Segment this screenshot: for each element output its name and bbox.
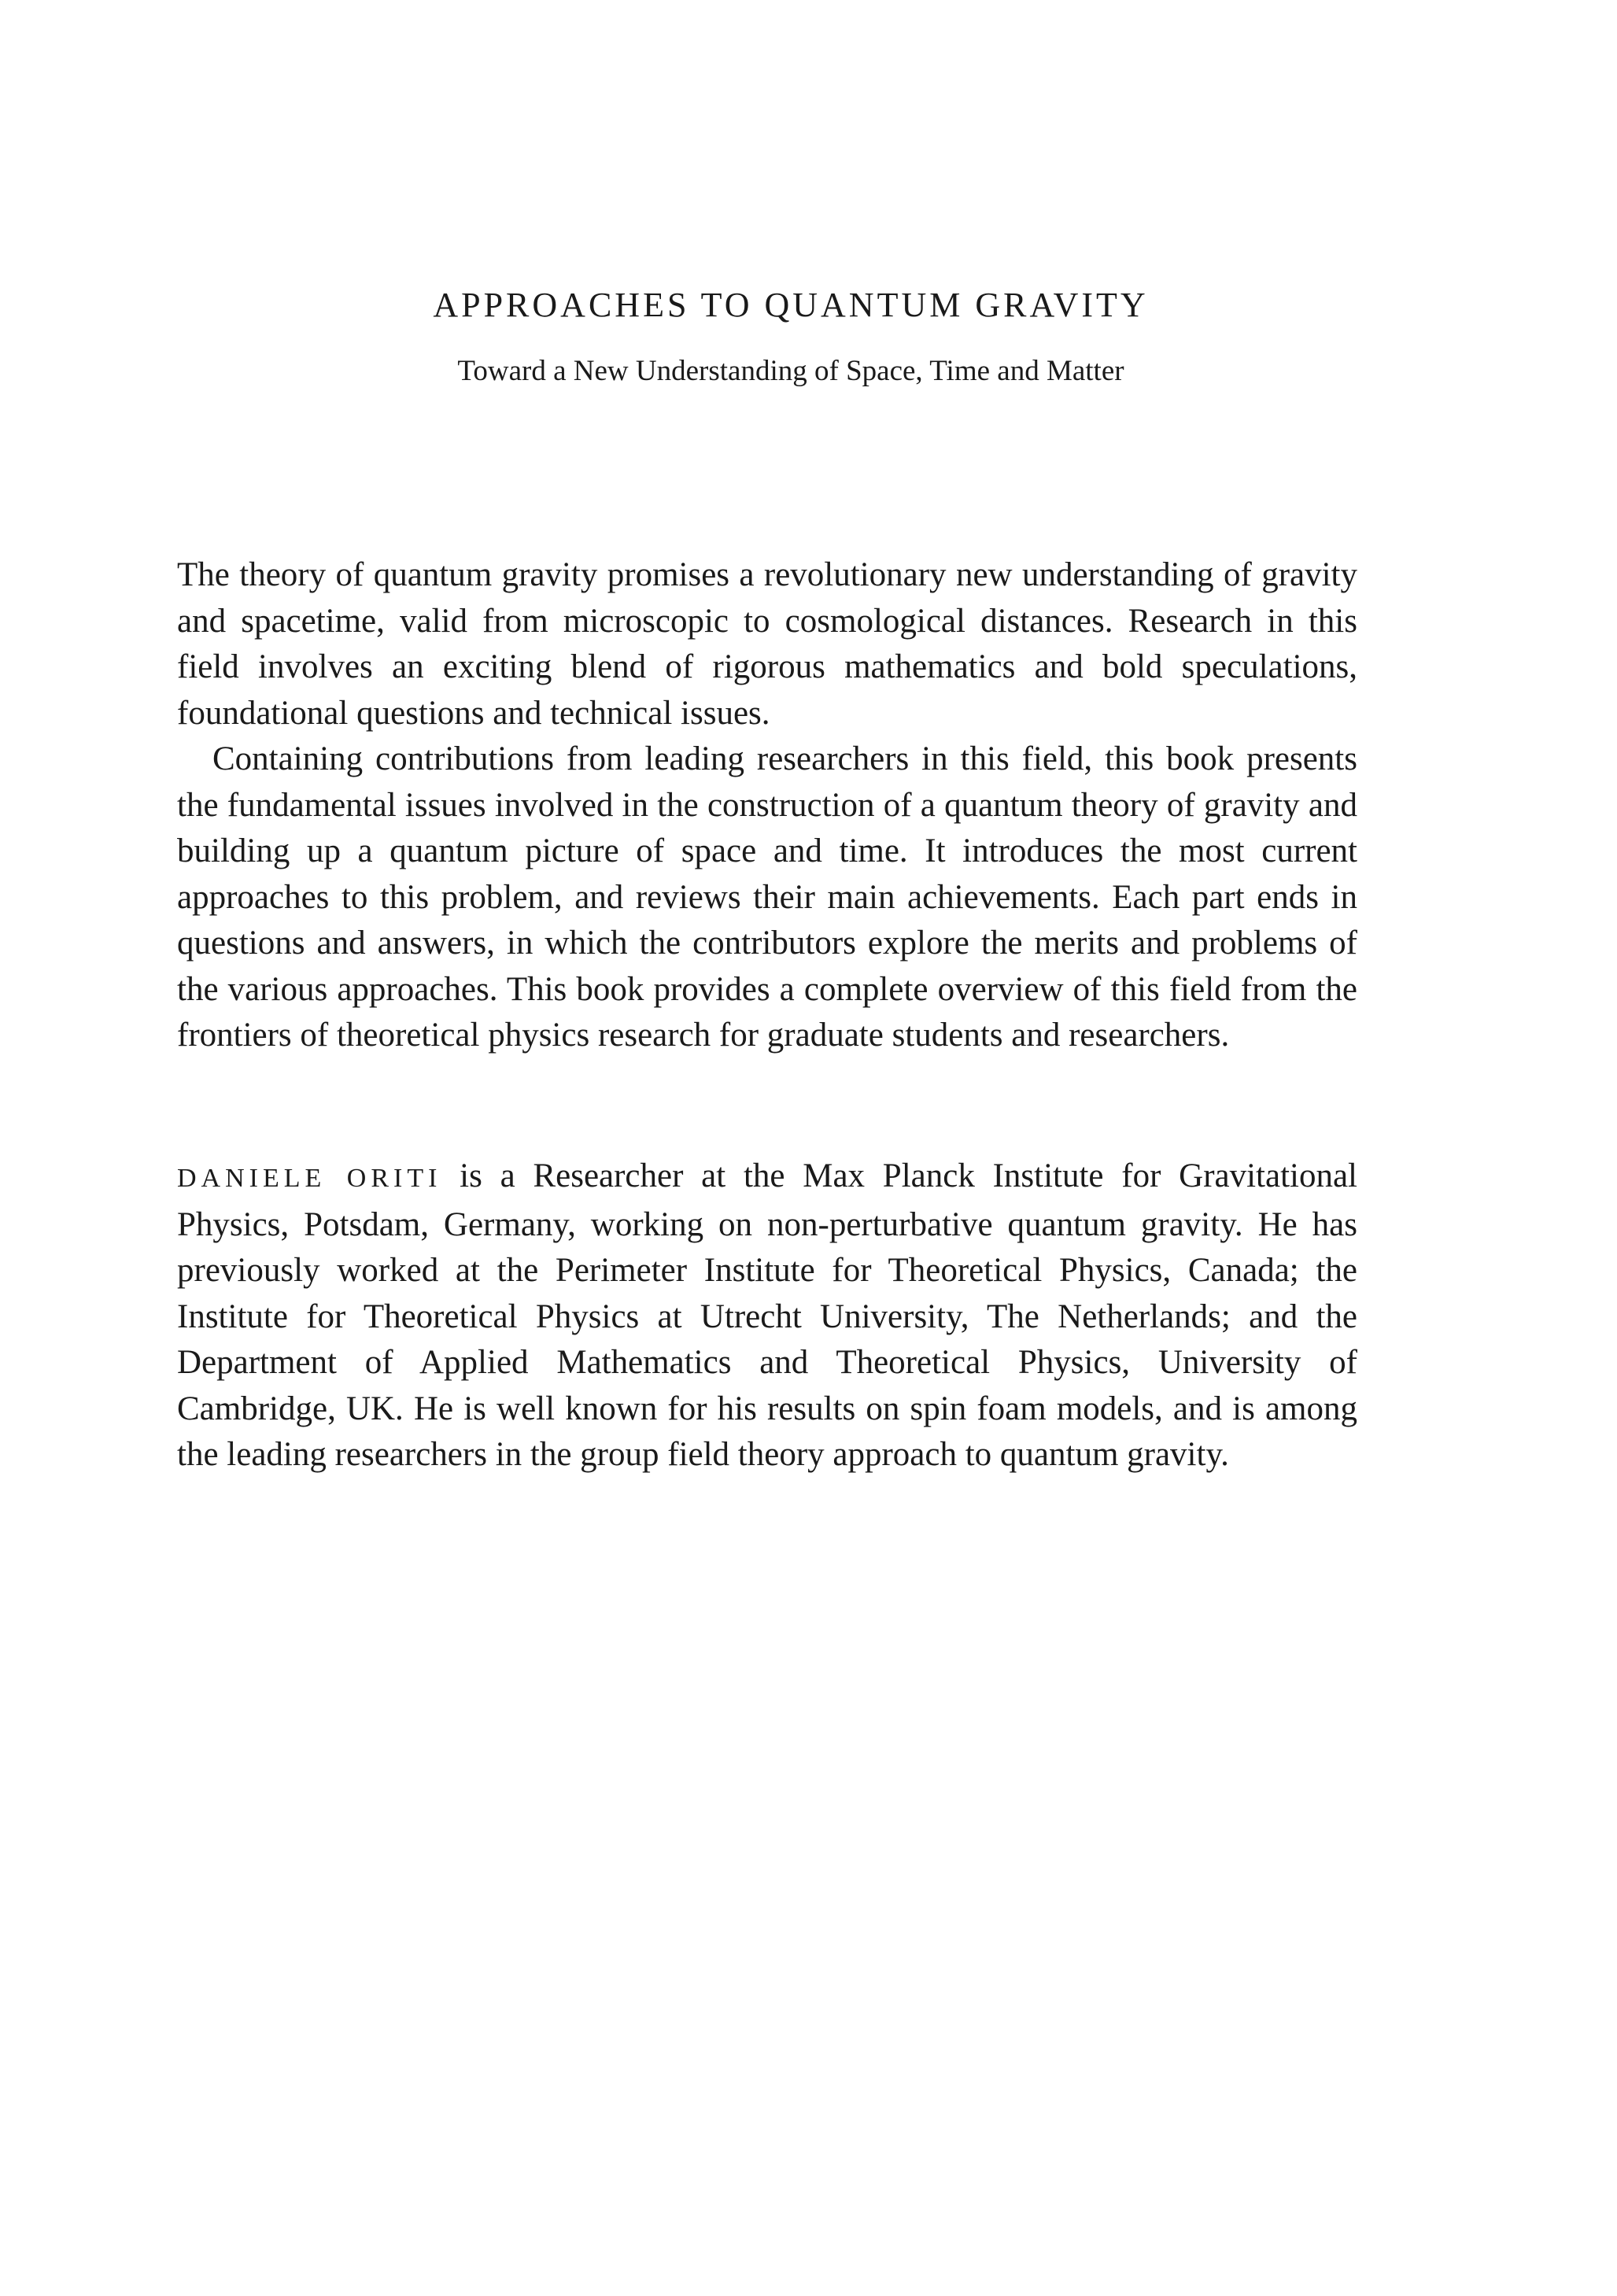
book-subtitle: Toward a New Understanding of Space, Time and Matter (457, 355, 1124, 387)
author-bio (177, 1154, 1357, 1478)
description-paragraph-2: Containing contributions from leading researchers in this field, this book presents the fundamental issues involved in the construction of a quantum theory of gravity and building up a quantum picture of space and time. It introduces the most current approaches to this problem, and reviews their main achievements. Each part ends in questions and answers, in which the contributors explore the merits and problems of the various approaches. This book provides a complete overview of this field from the frontiers of theoretical physics research for graduate students and researchers. (177, 740, 1357, 1054)
book-description (177, 552, 1357, 1059)
author-bio-paragraph (177, 1154, 1357, 1478)
author-name: DANIELE ORITI (177, 1164, 442, 1193)
author-bio-text: is a Researcher at the Max Planck Institute for Gravitational Physics, Potsdam, Germany, working on non-perturbative quantum gravity. He has previously worked at the Perimeter Institute for Theoretical Physics, Canada; the Institute for Theoretical Physics at Utrecht University, The Netherlands; and the Department of Applied Mathematics and Theoretical Physics, University of Cambridge, UK. He is well known for his results on spin foam models, and is among the leading researchers in the group field theory approach to quantum gravity. (177, 1157, 1357, 1473)
book-title: APPROACHES TO QUANTUM GRAVITY (433, 286, 1149, 324)
description-paragraph-1: The theory of quantum gravity promises a revolutionary new understanding of gravity and spacetime, valid from microscopic to cosmological distances. Research in this field involves an exciting blend of rigorous mathematics and bold speculations, foundational questions and technical issues. (177, 556, 1357, 732)
